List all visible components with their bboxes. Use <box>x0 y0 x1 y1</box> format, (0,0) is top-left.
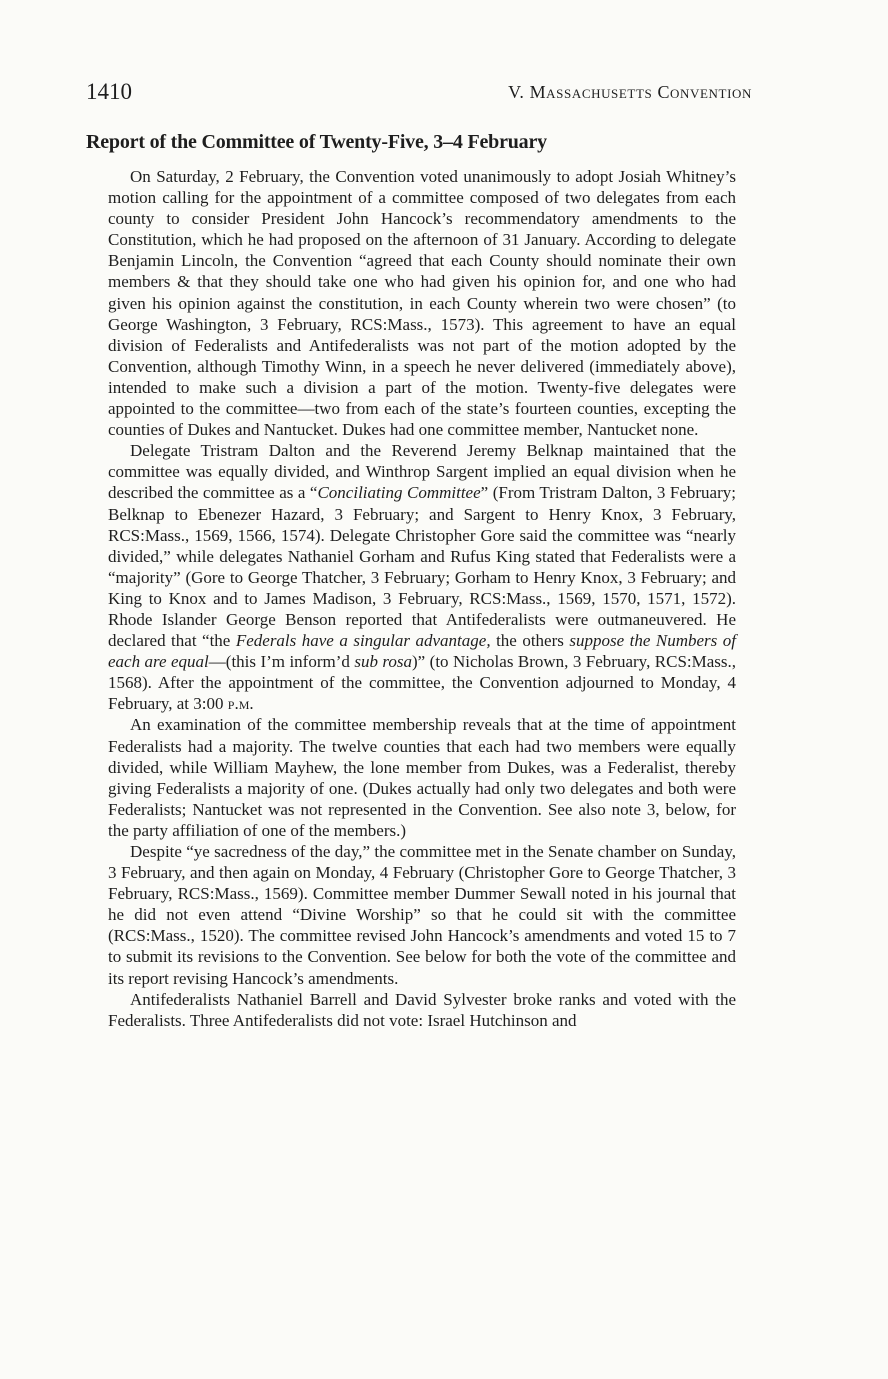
page-number: 1410 <box>86 79 132 104</box>
text-segment: Despite “ye sacredness of the day,” the committee met in the Senate chamber on Sunday, 3 February, and then again on Monday, 4 February (Christopher Gore to George Thatcher, 3 February, RCS:Mass., 1569). Committee member Dummer Sewall noted in his journal that he did not even attend “Divine Worship” so that he could sit with the committee (RCS:Mass., 1520). The committee revised John Hancock’s amendments and voted 15 to 7 to submit its revisions to the Convention. See below for both the vote of the committee and its report revising Hancock’s amendments. <box>108 842 736 988</box>
italic-phrase: suppose the Numbers of each are equal <box>108 631 737 672</box>
text-segment: )” (to Nicholas Brown, 3 February, RCS:Mass., 1568). After the appointment of the committee, the Convention adjourned to Monday, 4 February, at 3:00 <box>108 652 737 714</box>
paragraph <box>108 166 736 440</box>
time-marker: p.m. <box>227 694 254 714</box>
section-title: Report of the Committee of Twenty-Five, 3–4 February <box>86 131 547 153</box>
text-segment: An examination of the committee membership reveals that at the time of appointment Federalists had a majority. The twelve counties that each had two members were equally divided, while William Mayhew, the lone member from Dukes, was a Federalist, thereby giving Federalists a majority of one. (Dukes actually had only two delegates and both were Federalists; Nantucket was not represented in the Convention. See also note 3, below, for the party affiliation of one of the members.) <box>108 715 736 840</box>
paragraph <box>108 989 736 1031</box>
paragraph <box>108 841 736 989</box>
body-text <box>108 166 736 1031</box>
paragraph <box>108 714 736 841</box>
running-head: V. Massachusetts Convention <box>508 82 752 102</box>
italic-phrase: sub rosa <box>354 652 413 672</box>
text-segment: On Saturday, 2 February, the Convention voted unanimously to adopt Josiah Whitney’s motion calling for the appointment of a committee composed of two delegates from each county to consider President John Hancock’s recommendatory amendments to the Constitution, which he had proposed on the afternoon of 31 January. According to delegate Benjamin Lincoln, the Convention “agreed that each County should nominate their own members & that they should take one who had given his opinion for, and one who had given his opinion against the constitution, in each County wherein two were chosen” (to George Washington, 3 February, RCS:Mass., 1573). This agreement to have an equal division of Federalists and Antifederalists was not part of the motion adopted by the Convention, although Timothy Winn, in a speech he never delivered (immediately above), intended to make such a division a part of the motion. Twenty-five delegates were appointed to the committee—two from each of the state’s fourteen counties, excepting the counties of Dukes and Nantucket. Dukes had one committee member, Nantucket none. <box>108 167 736 440</box>
text-segment: Delegate Tristram Dalton and the Reverend Jeremy Belknap maintained that the committee was equally divided, and Winthrop Sargent implied an equal division when he described the committee as a “ <box>108 441 736 503</box>
text-segment: —(this I’m inform’d <box>208 652 355 672</box>
italic-phrase: Federals have a singular advantage, <box>235 631 491 651</box>
paragraph <box>108 440 736 714</box>
text-segment: ” (From Tristram Dalton, 3 February; Belknap to Ebenezer Hazard, 3 February; and Sargent to Henry Knox, 3 February, RCS:Mass., 1569, 1566, 1574). Delegate Christopher Gore said the committee was “nearly divided,” while delegates Nathaniel Gorham and Rufus King stated that Federalists were a “majority” (Gore to George Thatcher, 3 February; Gorham to Henry Knox, 3 February; and King to Knox and to James Madison, 3 February, RCS:Mass., 1569, 1570, 1571, 1572). Rhode Islander George Benson reported that Antifederalists were outmaneuvered. He declared that “the <box>108 483 736 651</box>
italic-phrase: Conciliating Committee <box>317 483 481 503</box>
text-segment: Antifederalists Nathaniel Barrell and David Sylvester broke ranks and voted with the Federalists. Three Antifederalists did not vote: Israel Hutchinson and <box>108 989 736 1030</box>
text-segment: the others <box>490 631 570 651</box>
